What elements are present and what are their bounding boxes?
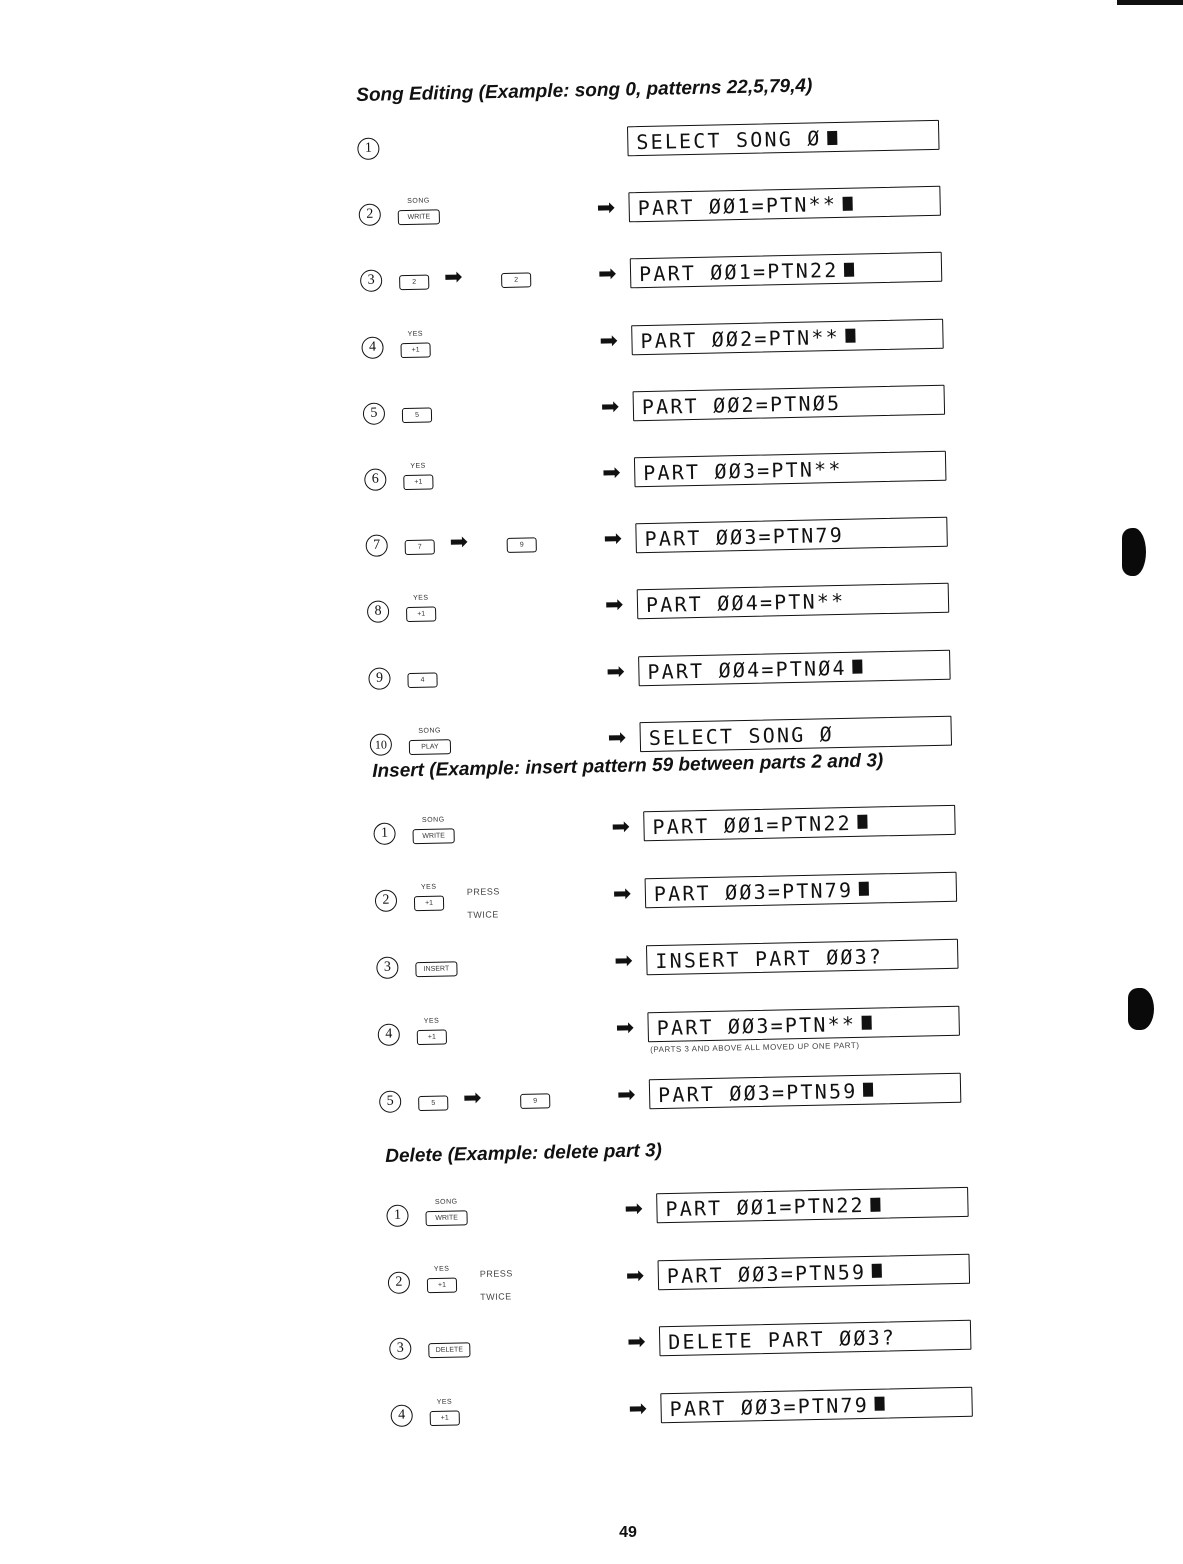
arrow-right-icon: ➡ bbox=[443, 264, 463, 290]
corner-mark bbox=[1117, 0, 1183, 5]
cursor-block-icon bbox=[872, 1264, 882, 1278]
key-9-button[interactable] bbox=[506, 534, 538, 554]
step-number: 8 bbox=[367, 601, 389, 623]
step-number: 9 bbox=[368, 667, 390, 689]
step-number: 1 bbox=[357, 138, 379, 160]
key-label: 5 bbox=[418, 1095, 448, 1111]
arrow-right-icon: ➡ bbox=[624, 1195, 644, 1222]
arrow-right-icon: ➡ bbox=[614, 947, 633, 973]
lcd-display bbox=[631, 318, 944, 355]
press-note bbox=[467, 880, 501, 927]
display-note: (PARTS 3 AND ABOVE ALL MOVED UP ONE PART) bbox=[650, 1040, 860, 1054]
key-sequence bbox=[397, 248, 519, 314]
key-5-button[interactable] bbox=[401, 403, 433, 423]
lcd-text: PART ØØ3=PTN79 bbox=[653, 877, 854, 906]
key-1-button[interactable] bbox=[399, 329, 432, 358]
step-5 bbox=[378, 1055, 999, 1135]
key-2-button[interactable] bbox=[398, 271, 430, 291]
lcd-text: PART ØØ3=PTN** bbox=[643, 456, 843, 486]
key-7-button[interactable] bbox=[404, 536, 436, 556]
lcd-text: PART ØØ3=PTN** bbox=[656, 1011, 857, 1040]
lcd-text: PART ØØ1=PTN** bbox=[637, 192, 838, 221]
step-number: 7 bbox=[365, 535, 387, 557]
cursor-block-icon bbox=[846, 329, 856, 343]
key-label: +1 bbox=[406, 607, 436, 623]
step-number: 2 bbox=[388, 1271, 410, 1293]
key-sequence bbox=[411, 799, 445, 866]
key-sequence bbox=[416, 1067, 538, 1134]
key-label: +1 bbox=[403, 474, 433, 490]
lcd-display bbox=[628, 186, 941, 223]
lcd-display bbox=[645, 871, 958, 908]
key-caption: YES bbox=[420, 883, 437, 891]
step-number: 3 bbox=[389, 1338, 411, 1360]
lcd-display bbox=[627, 120, 940, 157]
press-note-line: TWICE bbox=[480, 1291, 512, 1302]
key-caption: SONG bbox=[418, 727, 441, 735]
cursor-block-icon bbox=[853, 660, 863, 674]
key-caption: YES bbox=[436, 1398, 453, 1406]
margin-bullet-2 bbox=[1128, 988, 1154, 1030]
key-caption: YES bbox=[412, 595, 429, 603]
key-caption: YES bbox=[423, 1017, 440, 1025]
section-title: Insert (Example: insert pattern 59 between parts 2 and 3) bbox=[372, 750, 884, 782]
key-caption: SONG bbox=[421, 815, 445, 824]
cursor-block-icon bbox=[827, 131, 837, 145]
arrow-right-icon: ➡ bbox=[615, 1014, 635, 1040]
step-number: 1 bbox=[386, 1205, 408, 1227]
lcd-display bbox=[647, 1005, 960, 1042]
key-sequence bbox=[415, 1000, 440, 1067]
step-number: 4 bbox=[361, 336, 383, 358]
key-label: PLAY bbox=[409, 739, 451, 755]
section-2 bbox=[372, 745, 1000, 1135]
cursor-block-icon bbox=[844, 263, 854, 277]
lcd-display bbox=[637, 583, 950, 620]
step-number: 2 bbox=[375, 889, 397, 911]
key-4-button[interactable] bbox=[406, 668, 438, 688]
margin-bullet-1 bbox=[1122, 528, 1146, 576]
key-1-button[interactable] bbox=[426, 1264, 459, 1293]
section-3 bbox=[385, 1130, 1011, 1449]
lcd-display bbox=[659, 1320, 972, 1357]
key-write-button[interactable] bbox=[424, 1198, 469, 1227]
key-label: 7 bbox=[405, 540, 435, 556]
key-sequence bbox=[395, 115, 396, 181]
lcd-display bbox=[646, 938, 959, 975]
arrow-right-icon: ➡ bbox=[607, 724, 627, 750]
step-number: 4 bbox=[378, 1023, 400, 1045]
press-note-line: TWICE bbox=[467, 908, 499, 920]
press-note-line: PRESS bbox=[466, 885, 500, 897]
lcd-display bbox=[656, 1187, 969, 1224]
lcd-text: PART ØØ3=PTN59 bbox=[666, 1259, 867, 1288]
key-sequence bbox=[399, 314, 424, 380]
key-1-button[interactable] bbox=[402, 461, 435, 490]
lcd-display bbox=[635, 517, 948, 554]
page-number: 49 bbox=[619, 1524, 637, 1541]
press-note-line: PRESS bbox=[479, 1268, 513, 1279]
key-sequence bbox=[403, 512, 524, 578]
step-number: 3 bbox=[360, 270, 382, 292]
key-label: 4 bbox=[407, 672, 437, 688]
lcd-display bbox=[638, 649, 951, 686]
key-sequence bbox=[425, 1249, 513, 1315]
key-label: 9 bbox=[520, 1093, 550, 1109]
key-sequence bbox=[412, 866, 500, 933]
key-sequence bbox=[414, 933, 450, 1000]
step-number: 10 bbox=[370, 733, 392, 755]
step-4 bbox=[390, 1369, 1011, 1448]
section-title: Song Editing (Example: song 0, patterns 22,5,79,4) bbox=[356, 75, 813, 106]
lcd-text: PART ØØ2=PTN** bbox=[640, 324, 841, 353]
key-1-button[interactable] bbox=[413, 882, 446, 911]
arrow-right-icon: ➡ bbox=[606, 658, 626, 684]
lcd-text: SELECT SONG Ø bbox=[636, 126, 822, 155]
key-sequence bbox=[406, 645, 425, 711]
key-1-button[interactable] bbox=[415, 1016, 448, 1045]
cursor-block-icon bbox=[862, 1016, 872, 1030]
lcd-text: PART ØØ3=PTN79 bbox=[669, 1392, 870, 1421]
lcd-text: PART ØØ3=PTN59 bbox=[657, 1078, 858, 1107]
key-play-button[interactable] bbox=[408, 726, 453, 755]
key-caption: YES bbox=[433, 1265, 450, 1273]
key-sequence bbox=[400, 380, 420, 446]
press-note bbox=[480, 1262, 514, 1309]
key-caption: YES bbox=[407, 330, 424, 338]
key-label: +1 bbox=[430, 1410, 460, 1426]
arrow-right-icon: ➡ bbox=[616, 1081, 636, 1107]
arrow-right-icon: ➡ bbox=[597, 261, 617, 287]
key-label: +1 bbox=[417, 1029, 447, 1045]
key-label: 9 bbox=[507, 538, 537, 554]
arrow-right-icon: ➡ bbox=[611, 813, 631, 839]
key-2-button[interactable] bbox=[500, 269, 532, 289]
key-label: WRITE bbox=[398, 210, 440, 226]
arrow-right-icon: ➡ bbox=[596, 194, 616, 221]
key-label: DELETE bbox=[428, 1343, 470, 1359]
key-9-button[interactable] bbox=[519, 1089, 551, 1109]
lcd-text: PART ØØ4=PTN** bbox=[645, 589, 846, 618]
arrow-right-icon: ➡ bbox=[628, 1395, 648, 1421]
lcd-display bbox=[658, 1254, 971, 1291]
key-label: +1 bbox=[414, 895, 444, 911]
key-label: INSERT bbox=[415, 961, 457, 977]
step-number: 3 bbox=[376, 956, 398, 978]
step-number: 1 bbox=[373, 822, 395, 844]
key-sequence bbox=[424, 1182, 458, 1248]
key-label: WRITE bbox=[412, 828, 454, 844]
arrow-right-icon: ➡ bbox=[625, 1262, 645, 1288]
lcd-text: PART ØØ1=PTN22 bbox=[665, 1193, 866, 1222]
key-write-button[interactable] bbox=[396, 197, 441, 226]
cursor-block-icon bbox=[871, 1197, 881, 1211]
arrow-right-icon: ➡ bbox=[600, 393, 620, 419]
key-1-button[interactable] bbox=[428, 1397, 461, 1426]
lcd-display bbox=[634, 451, 947, 488]
key-label: +1 bbox=[400, 342, 430, 358]
lcd-display bbox=[660, 1387, 973, 1424]
key-delete-button[interactable] bbox=[427, 1338, 471, 1358]
lcd-display bbox=[633, 385, 946, 422]
arrow-right-icon: ➡ bbox=[603, 525, 623, 552]
key-caption: SONG bbox=[407, 197, 430, 206]
key-sequence bbox=[427, 1315, 464, 1381]
key-5-button[interactable] bbox=[417, 1091, 449, 1111]
cursor-block-icon bbox=[863, 1083, 873, 1097]
key-insert-button[interactable] bbox=[414, 957, 458, 977]
cursor-block-icon bbox=[843, 196, 853, 210]
key-sequence bbox=[428, 1382, 453, 1448]
cursor-block-icon bbox=[858, 815, 868, 829]
cursor-block-icon bbox=[859, 882, 869, 896]
step-number: 4 bbox=[390, 1404, 412, 1426]
key-label: WRITE bbox=[425, 1211, 467, 1227]
key-caption: YES bbox=[410, 462, 426, 470]
key-write-button[interactable] bbox=[411, 815, 456, 844]
lcd-display bbox=[649, 1072, 962, 1109]
arrow-right-icon: ➡ bbox=[462, 1084, 482, 1110]
arrow-right-icon: ➡ bbox=[601, 459, 621, 485]
key-1-button[interactable] bbox=[405, 594, 438, 623]
key-sequence bbox=[402, 446, 426, 512]
lcd-text: PART ØØ1=PTN22 bbox=[638, 258, 839, 287]
key-label: +1 bbox=[427, 1277, 457, 1293]
key-sequence bbox=[404, 578, 429, 644]
key-caption: SONG bbox=[434, 1198, 458, 1207]
lcd-text: INSERT PART ØØ3? bbox=[655, 943, 884, 973]
step-number: 5 bbox=[363, 402, 385, 424]
key-label: 2 bbox=[399, 275, 429, 291]
key-sequence bbox=[396, 181, 431, 247]
arrow-right-icon: ➡ bbox=[612, 880, 632, 906]
lcd-display bbox=[630, 252, 943, 289]
step-number: 6 bbox=[364, 468, 386, 490]
lcd-text: SELECT SONG Ø bbox=[648, 721, 835, 750]
step-number: 5 bbox=[379, 1090, 401, 1112]
lcd-text: DELETE PART ØØ3? bbox=[667, 1325, 897, 1355]
arrow-right-icon: ➡ bbox=[626, 1328, 646, 1355]
lcd-display bbox=[643, 804, 956, 841]
arrow-right-icon: ➡ bbox=[449, 528, 469, 555]
arrow-right-icon: ➡ bbox=[604, 591, 624, 618]
key-label: 2 bbox=[501, 273, 531, 289]
lcd-text: PART ØØ3=PTN79 bbox=[644, 523, 845, 552]
section-title: Delete (Example: delete part 3) bbox=[385, 1140, 663, 1167]
section-1 bbox=[356, 69, 990, 778]
step-number: 2 bbox=[359, 204, 381, 226]
arrow-right-icon: ➡ bbox=[599, 327, 619, 353]
lcd-text: PART ØØ1=PTN22 bbox=[652, 810, 853, 839]
cursor-block-icon bbox=[875, 1397, 885, 1411]
lcd-text: PART ØØ4=PTNØ4 bbox=[647, 655, 847, 684]
key-label: 5 bbox=[402, 407, 432, 423]
lcd-text: PART ØØ2=PTNØ5 bbox=[641, 390, 842, 419]
